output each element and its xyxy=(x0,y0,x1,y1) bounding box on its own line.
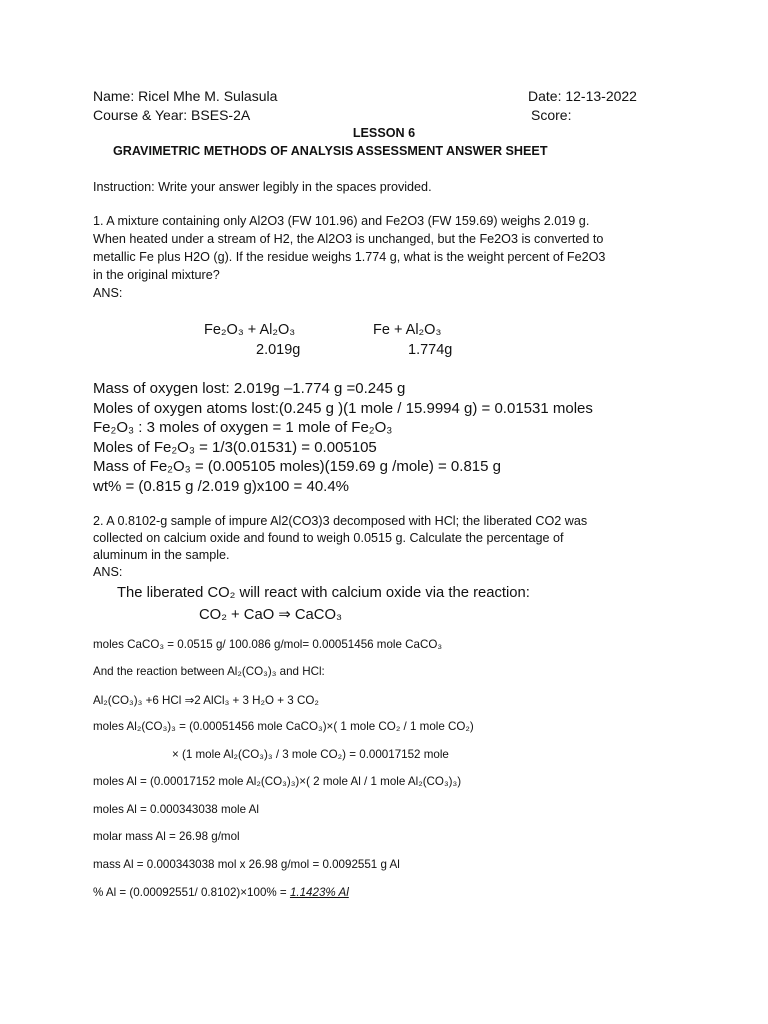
question-1-line: When heated under a stream of H2, the Al2O3 is unchanged, but the Fe2O3 is converted to xyxy=(93,232,604,246)
step-line: And the reaction between Al₂(CO₃)₃ and HCl: xyxy=(93,665,325,678)
mass-reactants: 2.019g xyxy=(256,342,301,358)
student-name: Name: Ricel Mhe M. Sulasula xyxy=(93,88,278,104)
mass-products: 1.774g xyxy=(408,342,453,358)
question-2-line: aluminum in the sample. xyxy=(93,548,230,562)
step-line: Al₂(CO₃)₃ +6 HCl ⇒2 AlCl₃ + 3 H₂O + 3 CO₂ xyxy=(93,694,319,707)
question-1-line: in the original mixture? xyxy=(93,268,220,282)
course-year: Course & Year: BSES-2A xyxy=(93,107,251,123)
score: Score: xyxy=(531,107,572,123)
answer-label: ANS: xyxy=(93,565,123,579)
date: Date: 12-13-2022 xyxy=(528,88,637,104)
step-line: moles Al₂(CO₃)₃ = (0.00051456 mole CaCO₃)×( 1 mole CO₂ / 1 mole CO₂) xyxy=(93,720,474,733)
question-1-line: 1. A mixture containing only Al2O3 (FW 101.96) and Fe2O3 (FW 159.69) weighs 2.019 g. xyxy=(93,214,590,228)
document-title: GRAVIMETRIC METHODS OF ANALYSIS ASSESSMENT ANSWER SHEET xyxy=(113,144,548,158)
reaction-reactants: Fe₂O₃ + Al₂O₃ xyxy=(204,322,296,338)
question-2-line: 2. A 0.8102-g sample of impure Al2(CO3)3 decomposed with HCl; the liberated CO2 was xyxy=(93,514,588,528)
final-result-prefix: % Al = (0.00092551/ 0.8102)×100% = xyxy=(93,886,290,899)
step-line: moles Al = (0.00017152 mole Al₂(CO₃)₃)×( 2 mole Al / 1 mole Al₂(CO₃)₃) xyxy=(93,775,462,788)
step-line: moles Al = 0.000343038 mole Al xyxy=(93,803,259,816)
lesson-title: LESSON 6 xyxy=(352,126,416,140)
reaction-equation: CO₂ + CaO ⇒ CaCO₃ xyxy=(199,607,342,623)
step-line: molar mass Al = 26.98 g/mol xyxy=(93,830,240,843)
final-result xyxy=(93,886,349,899)
answer-label: ANS: xyxy=(93,286,123,300)
solution-line: Mass of Fe₂O₃ = (0.005105 moles)(159.69 g /mole) = 0.815 g xyxy=(93,458,501,475)
step-line: × (1 mole Al₂(CO₃)₃ / 3 mole CO₂) = 0.00017152 mole xyxy=(172,748,449,761)
solution-line: Moles of oxygen atoms lost:(0.245 g )(1 mole / 15.9994 g) = 0.01531 moles xyxy=(93,400,593,417)
step-line: mass Al = 0.000343038 mol x 26.98 g/mol = 0.0092551 g Al xyxy=(93,858,400,871)
solution-line: Mass of oxygen lost: 2.019g –1.774 g =0.245 g xyxy=(93,380,406,397)
solution-line: Moles of Fe₂O₃ = 1/3(0.01531) = 0.005105 xyxy=(93,439,377,456)
answer-intro: The liberated CO₂ will react with calcium oxide via the reaction: xyxy=(117,585,530,601)
final-answer: 1.1423% Al xyxy=(289,886,349,899)
reaction-products: Fe + Al₂O₃ xyxy=(373,322,442,338)
solution-result: wt% = (0.815 g /2.019 g)x100 = 40.4% xyxy=(93,478,350,495)
step-line: moles CaCO₃ = 0.0515 g/ 100.086 g/mol= 0.00051456 mole CaCO₃ xyxy=(93,638,443,651)
instruction: Instruction: Write your answer legibly in the spaces provided. xyxy=(93,180,432,194)
question-2-line: collected on calcium oxide and found to weigh 0.0515 g. Calculate the percentage of xyxy=(93,531,564,545)
question-1-line: metallic Fe plus H2O (g). If the residue weighs 1.774 g, what is the weight percent of Fe2O3 xyxy=(93,250,606,264)
solution-line: Fe₂O₃ : 3 moles of oxygen = 1 mole of Fe₂O₃ xyxy=(93,419,393,436)
